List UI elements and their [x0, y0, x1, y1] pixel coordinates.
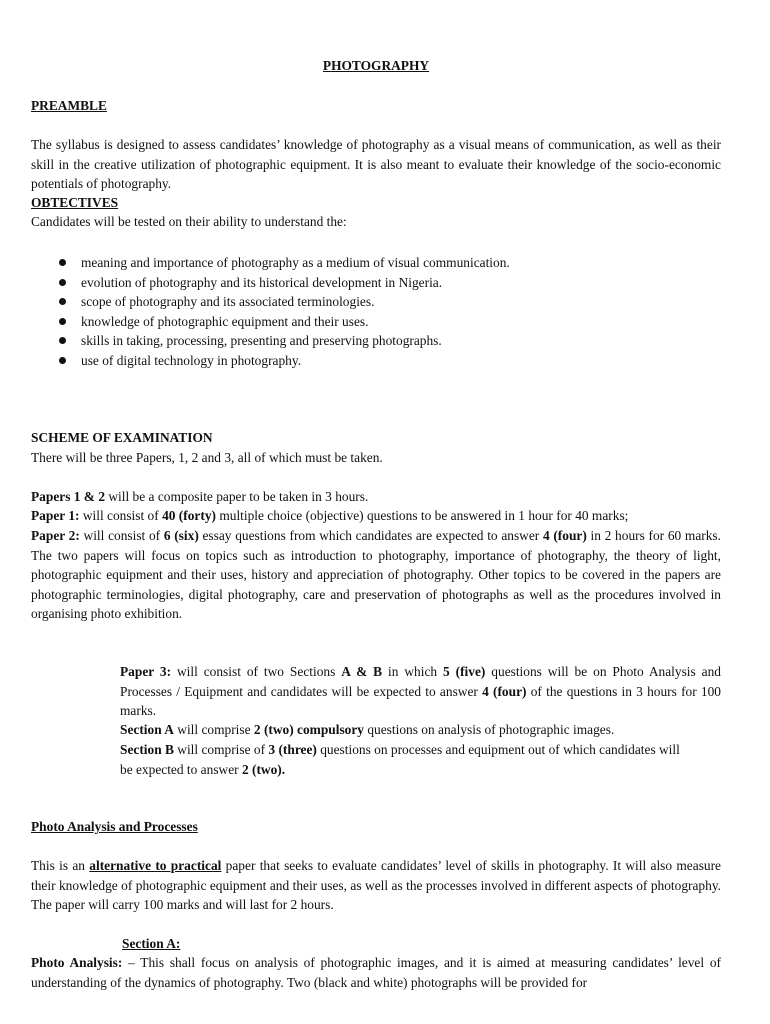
list-item: use of digital technology in photography. [59, 351, 510, 371]
papers-1-2: Papers 1 & 2 will be a composite paper to be taken in 3 hours. [31, 489, 369, 504]
bullet-icon [59, 318, 66, 325]
list-item: evolution of photography and its historical development in Nigeria. [59, 273, 510, 293]
bullet-icon [59, 357, 66, 364]
alternative-to-practical-link: alternative to practical [89, 858, 222, 873]
preamble-heading: PREAMBLE [31, 98, 107, 113]
photo-analysis-heading: Photo Analysis and Processes [31, 819, 198, 834]
section-a-desc: Section A will comprise 2 (two) compulsory questions on analysis of photographic images. [120, 722, 615, 737]
bullet-icon [59, 279, 66, 286]
bullet-icon [59, 337, 66, 344]
objectives-heading: OBTECTIVES [31, 195, 119, 210]
objectives-intro: Candidates will be tested on their ability to understand the: [31, 214, 347, 229]
bullet-icon [59, 259, 66, 266]
scheme-intro: There will be three Papers, 1, 2 and 3, all of which must be taken. [31, 450, 383, 465]
section-b-desc: Section B will comprise of 3 (three) questions on processes and equipment out of which candidates will be expected to answer 2 (two). [120, 742, 680, 777]
page-title: PHOTOGRAPHY [322, 58, 430, 73]
scheme-heading: SCHEME OF EXAMINATION [31, 430, 213, 445]
objectives-list [59, 253, 510, 370]
list-item: knowledge of photographic equipment and their uses. [59, 312, 510, 332]
list-item: meaning and importance of photography as a medium of visual communication. [59, 253, 510, 273]
preamble-text: The syllabus is designed to assess candidates’ knowledge of photography as a visual means of communication, as well as their skill in the creative utilization of photographic equipment. It is also meant to evaluate their knowledge of the socio-economic potentials of photography. [31, 137, 721, 191]
list-item: scope of photography and its associated terminologies. [59, 292, 510, 312]
bullet-icon [59, 298, 66, 305]
section-a-heading: Section A: [122, 936, 181, 951]
paper-3: Paper 3: will consist of two Sections A & B in which 5 (five) questions will be on Photo Analysis and Processes / Equipment and candidates will be expected to answer 4 (four) of the questions in 3 hours for 100 marks. [120, 664, 721, 718]
paper-1: Paper 1: will consist of 40 (forty) multiple choice (objective) questions to be answered in 1 hour for 40 marks; [31, 508, 629, 523]
paper-2: Paper 2: will consist of 6 (six) essay questions from which candidates are expected to answer 4 (four) in 2 hours for 60 marks. The two papers will focus on topics such as introduction to photography, importance of photography, the theory of light, photographic equipment and their uses, history and appreciation of photography. Other topics to be covered in the papers are photographic terminologies, digital photography, care and preservation of photographs as well as the procedures involved in organising photo exhibition. [31, 528, 721, 621]
photo-analysis-desc: Photo Analysis: – This shall focus on analysis of photographic images, and it is aimed at measuring candidates’ level of understanding of the dynamics of photography. Two (black and white) photographs will be provided for [31, 955, 722, 990]
list-item: skills in taking, processing, presenting and preserving photographs. [59, 331, 510, 351]
photo-analysis-text: This is an alternative to practical paper that seeks to evaluate candidates’ level of skills in photography. It will also measure their knowledge of photographic equipment and their uses, as well as the processes involved in different aspects of photography. The paper will carry 100 marks and will last for 2 hours. [31, 858, 721, 912]
